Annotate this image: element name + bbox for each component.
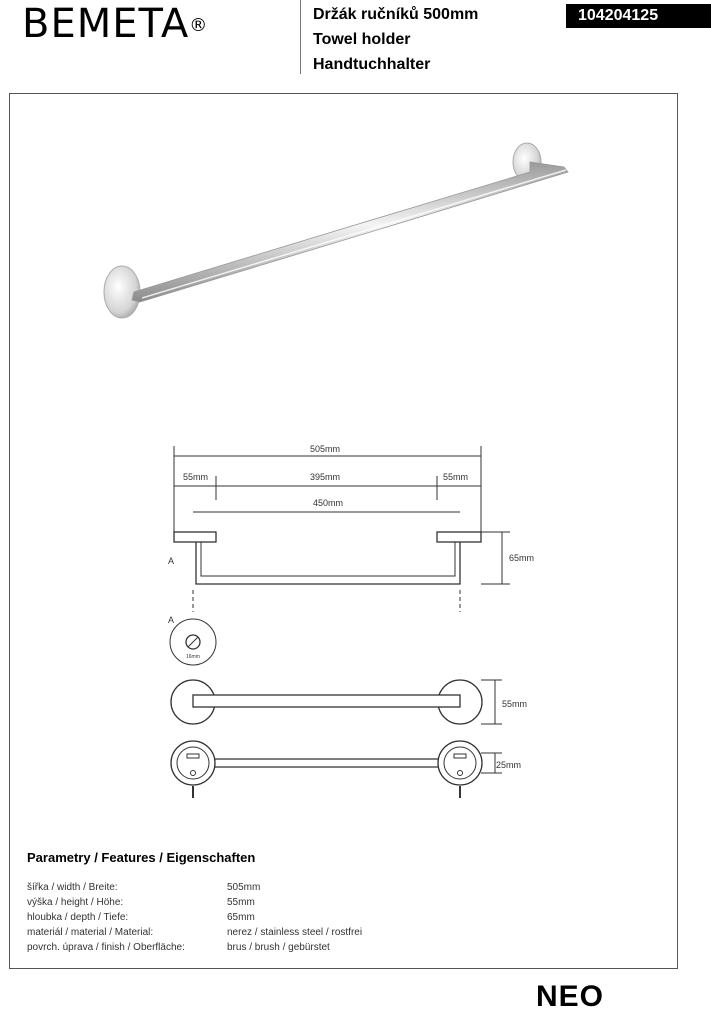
- product-code-badge: 104204125: [566, 4, 711, 28]
- series-name: NEO: [536, 980, 605, 1013]
- dim-total-label: 505mm: [310, 444, 341, 454]
- parameters-title: Parametry / Features / Eigenschaften: [27, 850, 256, 865]
- brand-logo: [22, 2, 208, 46]
- parameters-table: [27, 880, 362, 955]
- dim-left-label: 55mm: [183, 472, 209, 482]
- dim-mid-label: 395mm: [310, 472, 341, 482]
- param-label: materiál / material / Material:: [27, 927, 154, 938]
- dim-depth-label: 65mm: [509, 553, 535, 563]
- detail-a-label: A: [168, 615, 175, 625]
- dim-mount-label: 25mm: [496, 760, 522, 770]
- header-divider: [300, 0, 301, 74]
- param-row: [27, 895, 362, 910]
- param-value: nerez / stainless steel / rostfrei: [227, 927, 363, 938]
- param-label: šířka / width / Breite:: [27, 882, 118, 893]
- param-row: [27, 925, 362, 940]
- title-german: Handtuchhalter: [313, 56, 431, 73]
- mount-view-left-rosette: [171, 741, 215, 785]
- dim-right-label: 55mm: [443, 472, 469, 482]
- param-value: 55mm: [227, 897, 255, 908]
- section-a-label: A: [168, 556, 175, 566]
- product-titles: [313, 2, 478, 77]
- title-english: Towel holder: [313, 31, 411, 48]
- technical-drawing: [150, 440, 570, 820]
- param-row: [27, 910, 362, 925]
- param-value: brus / brush / gebürstet: [227, 942, 330, 953]
- param-row: [27, 880, 362, 895]
- product-illustration: [90, 132, 580, 332]
- param-value: 65mm: [227, 912, 255, 923]
- dim-inner-label: 450mm: [313, 498, 344, 508]
- dim-height-label: 55mm: [502, 699, 528, 709]
- brand-name: BEMETA: [22, 1, 190, 47]
- param-value: 505mm: [227, 882, 261, 893]
- param-label: povrch. úprava / finish / Oberfläche:: [27, 942, 185, 953]
- title-czech: Držák ručníků 500mm: [313, 6, 479, 23]
- param-label: hloubka / depth / Tiefe:: [27, 912, 129, 923]
- mount-view-right-rosette: [438, 741, 482, 785]
- param-row: [27, 940, 362, 955]
- param-label: výška / height / Höhe:: [27, 897, 124, 908]
- registered-mark: ®: [189, 15, 209, 36]
- detail-a-note: 16mm: [186, 654, 200, 660]
